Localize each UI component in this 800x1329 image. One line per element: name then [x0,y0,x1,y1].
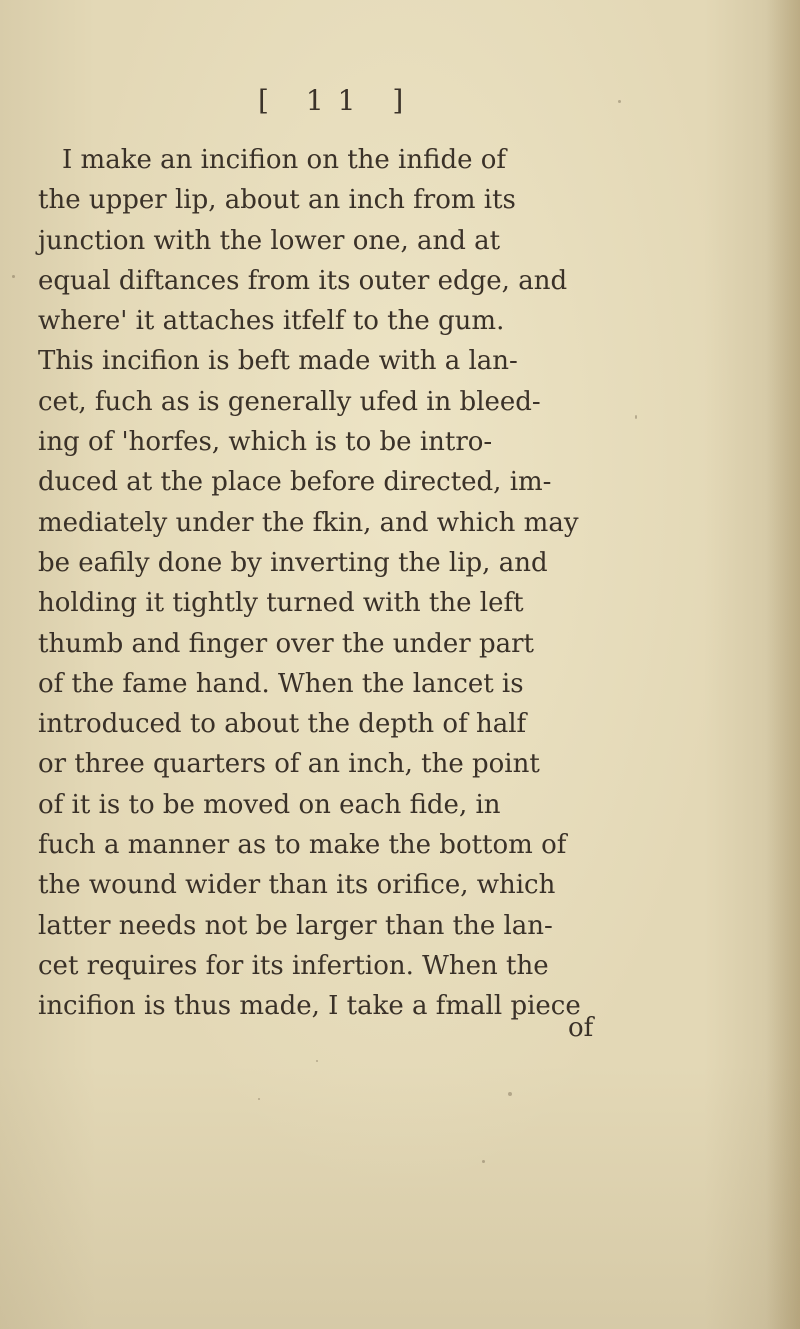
page-number: [ 11 ] [258,84,418,117]
text-line: I make an incifion on the infide of [62,145,507,175]
page-edge-shadow [766,0,800,1329]
text-line: incifion is thus made, I take a fmall piece [38,991,581,1022]
text-line: latter needs not be larger than the lan- [38,910,553,941]
text-line: junction with the lower one, and at [38,225,501,256]
text-line: mediately under the fkin, and which may [38,507,579,538]
paper-speck [482,1160,485,1163]
text-line: of it is to be moved on each fide, in [38,789,501,820]
text-line: fuch a manner as to make the bottom of [38,830,567,861]
paper-speck [258,1098,260,1100]
paper-speck [635,415,637,419]
text-line: duced at the place before directed, im- [38,467,552,498]
text-line: thumb and finger over the under part [38,628,534,659]
text-line: cet, fuch as is generally ufed in bleed- [38,386,541,417]
paper-speck [316,1060,318,1062]
catchword: of [568,1013,594,1043]
text-line: of the fame hand. When the lancet is [38,668,524,699]
paper-speck [12,275,15,278]
text-line: the upper lip, about an inch from its [38,185,516,216]
paper-speck [508,1092,512,1096]
text-line: introduced to about the depth of half [38,709,527,740]
paper-speck [618,100,621,103]
text-line: This incifion is beft made with a lan- [38,346,518,377]
text-line: where' it attaches itfelf to the gum. [38,306,505,337]
text-line: the wound wider than its orifice, which [38,870,556,901]
text-line: holding it tightly turned with the left [38,588,524,619]
body-text [38,140,622,1027]
text-line: cet requires for its infertion. When the [38,950,549,981]
text-line: be eafily done by inverting the lip, and [38,547,548,578]
text-line: ing of 'horfes, which is to be intro- [38,427,493,458]
text-line: or three quarters of an inch, the point [38,749,540,780]
text-line: equal diftances from its outer edge, and [38,265,568,296]
